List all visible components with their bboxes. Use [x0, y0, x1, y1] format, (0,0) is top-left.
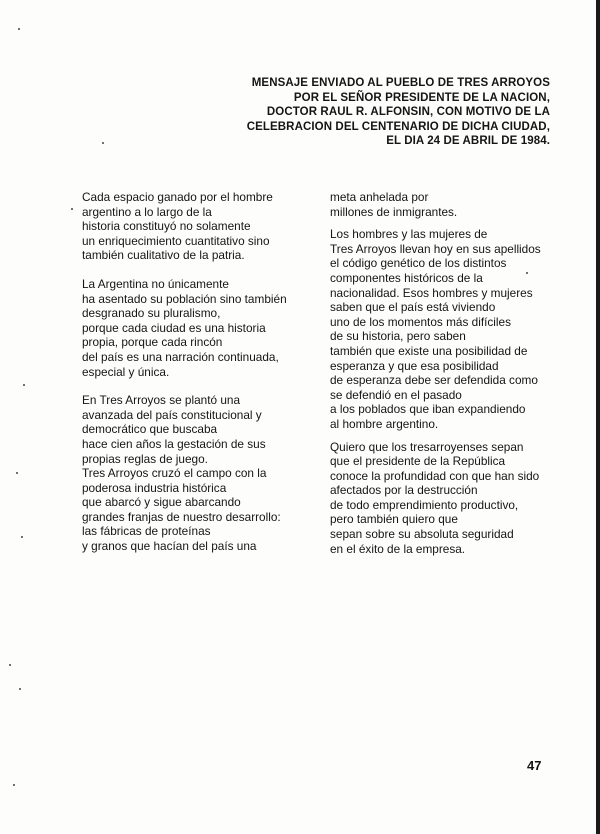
text-line: afectados por la destrucción	[330, 483, 478, 498]
text-line: un enriquecimiento cuantitativo sino	[82, 233, 270, 248]
text-line: que el presidente de la República	[330, 454, 506, 469]
text-line: uno de los momentos más difíciles	[330, 314, 511, 329]
text-line: Los hombres y las mujeres de	[330, 227, 488, 242]
text-line: de esperanza debe ser defendida como	[330, 373, 538, 388]
paragraph	[330, 440, 556, 557]
text-line: poderosa industria histórica	[82, 480, 227, 495]
text-line: En Tres Arroyos se plantó una	[82, 393, 241, 408]
text-line: componentes históricos de la	[330, 270, 483, 285]
page-number: 47	[527, 758, 542, 773]
text-line: del país es una narración continuada,	[82, 349, 279, 364]
heading-line: DOCTOR RAUL R. ALFONSIN, CON MOTIVO DE LA	[266, 106, 550, 118]
text-line: esperanza y que esa posibilidad	[330, 358, 499, 373]
text-line: historia constituyó no solamente	[82, 219, 251, 234]
heading-line: CELEBRACION DEL CENTENARIO DE DICHA CIUDAD,	[246, 120, 550, 133]
message-heading	[150, 76, 550, 149]
text-line: sepan sobre su absoluta seguridad	[330, 527, 514, 542]
scan-speck	[102, 142, 104, 144]
heading-line: EL DIA 24 DE ABRIL DE 1984.	[386, 135, 550, 147]
scan-speck	[13, 784, 15, 786]
text-line: especial y única.	[82, 364, 170, 379]
scan-speck	[18, 28, 20, 30]
scan-speck	[23, 384, 25, 386]
text-line: Cada espacio ganado por el hombre	[82, 190, 273, 204]
text-line: propia, porque cada rincón	[82, 335, 223, 350]
scan-speck	[21, 536, 23, 538]
text-line: de su historia, pero saben	[330, 329, 466, 344]
paragraph	[330, 190, 556, 219]
text-line: en el éxito de la empresa.	[330, 541, 466, 556]
scan-speck	[19, 688, 21, 690]
text-line: hace cien años la gestación de sus	[82, 436, 266, 451]
text-line: también cualitativo de la patria.	[82, 248, 245, 263]
text-line: a los poblados que iban expandiendo	[330, 402, 526, 417]
paragraph	[82, 393, 318, 554]
paragraph	[330, 227, 556, 431]
text-line: porque cada ciudad es una historia	[82, 320, 266, 335]
text-line: al hombre argentino.	[330, 416, 439, 431]
scan-speck	[9, 664, 11, 666]
heading-line: MENSAJE ENVIADO AL PUEBLO DE TRES ARROYOS	[251, 77, 550, 89]
text-line: nacionalidad. Esos hombres y mujeres	[330, 285, 533, 300]
text-line: ha asentado su población sino también	[82, 291, 287, 306]
left-text-column	[82, 190, 318, 568]
text-line: el código genético de los distintos	[330, 256, 507, 271]
text-line: saben que el país está viviendo	[330, 300, 496, 315]
paragraph	[82, 190, 318, 263]
text-line: que abarcó y sigue abarcando	[82, 495, 241, 510]
text-line: y granos que hacían del país una	[82, 539, 257, 554]
scan-speck	[71, 208, 73, 210]
text-line: Quiero que los tresarroyenses sepan	[330, 439, 524, 454]
heading-line: POR EL SEÑOR PRESIDENTE DE LA NACION,	[293, 91, 550, 104]
text-line: se defendió en el pasado	[330, 387, 462, 402]
text-line: La Argentina no únicamente	[82, 276, 229, 291]
text-line: propias reglas de juego.	[82, 451, 208, 466]
text-line: las fábricas de proteínas	[82, 524, 211, 539]
right-text-column	[330, 190, 556, 564]
text-line: Tres Arroyos llevan hoy en sus apellidos	[330, 241, 541, 256]
text-line: Tres Arroyos cruzó el campo con la	[82, 466, 267, 481]
text-line: avanzada del país constitucional y	[82, 407, 262, 422]
text-line: también que existe una posibilidad de	[330, 343, 528, 358]
scan-edge-bar	[596, 0, 600, 834]
text-line: desgranado su pluralismo,	[82, 306, 221, 321]
text-line: meta anhelada por	[330, 190, 429, 204]
text-line: conoce la profundidad con que han sido	[330, 468, 540, 483]
paragraph	[82, 277, 318, 379]
text-line: pero también quiero que	[330, 512, 458, 527]
text-line: argentino a lo largo de la	[82, 204, 212, 219]
text-line: grandes franjas de nuestro desarrollo:	[82, 509, 281, 524]
scan-speck	[16, 472, 18, 474]
text-line: democrático que buscaba	[82, 422, 218, 437]
text-line: millones de inmigrantes.	[330, 204, 458, 219]
text-line: de todo emprendimiento productivo,	[330, 497, 519, 512]
